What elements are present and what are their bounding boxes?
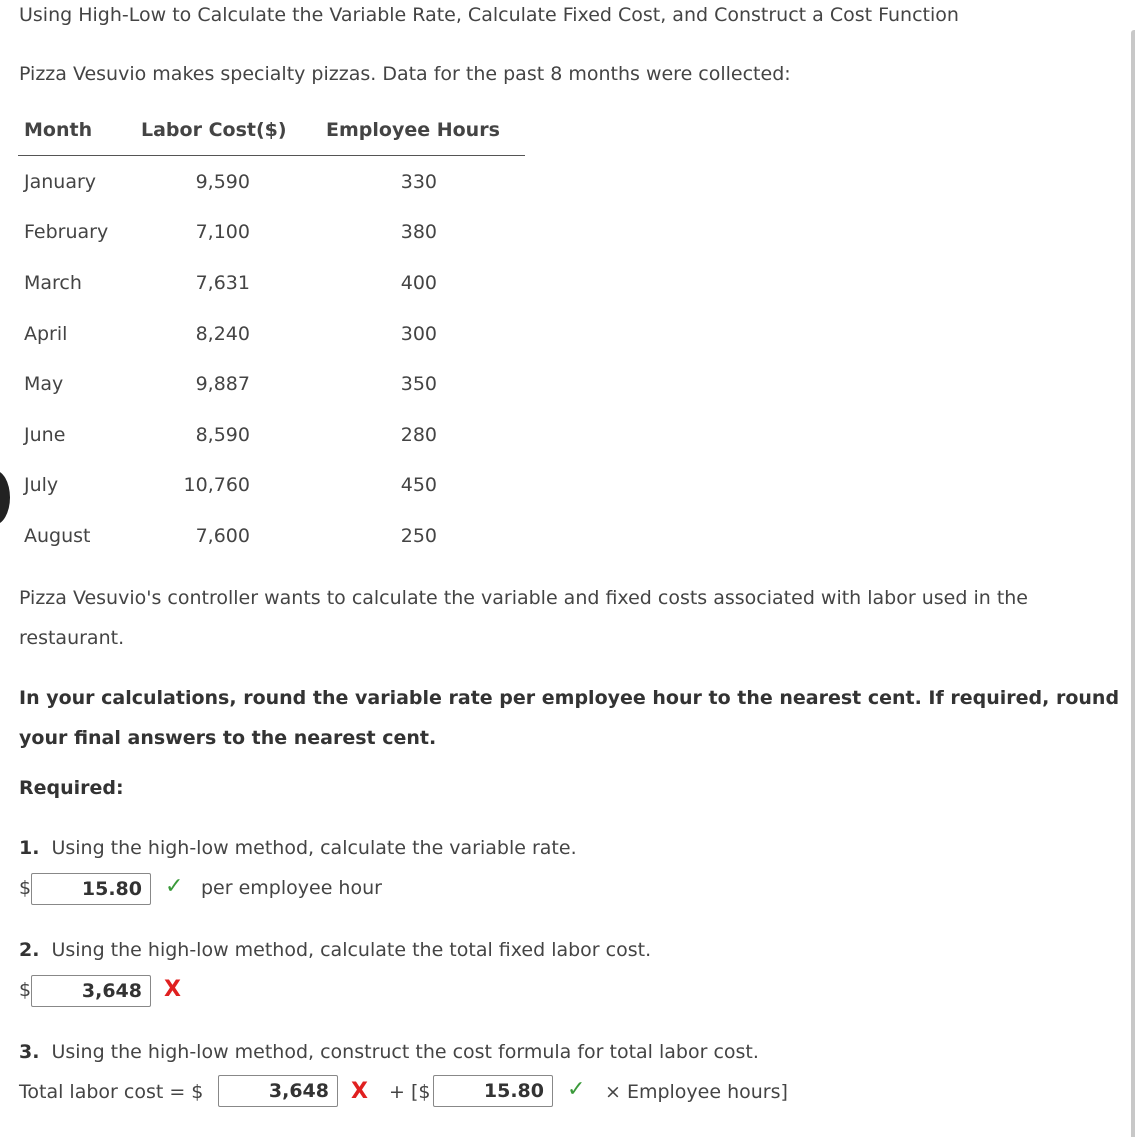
- cost-cell: 7,631: [195, 272, 250, 294]
- table-row: [0, 171, 540, 221]
- rounding-instructions: In your calculations, round the variable rate per employee hour to the nearest cent. If required, round your final answers to the nearest cent.: [19, 687, 1120, 749]
- question-2-text: Using the high-low method, calculate the total fixed labor cost.: [51, 939, 652, 961]
- table-row: [0, 525, 540, 575]
- q1-currency: $: [19, 877, 32, 899]
- incorrect-x-icon: X: [351, 1079, 368, 1104]
- month-cell: August: [24, 525, 91, 547]
- hours-cell: 300: [400, 323, 437, 345]
- month-cell: April: [24, 323, 68, 345]
- question-2: [19, 939, 651, 961]
- correct-check-icon: ✓: [567, 1077, 586, 1102]
- cost-cell: 9,590: [195, 171, 250, 193]
- formula-rate-input[interactable]: 15.80: [433, 1075, 553, 1107]
- table-row: [0, 272, 540, 322]
- question-1-text: Using the high-low method, calculate the variable rate.: [51, 837, 577, 859]
- question-2-number: 2.: [19, 939, 40, 961]
- q1-suffix: per employee hour: [201, 877, 382, 899]
- table-row: [0, 424, 540, 474]
- controller-paragraph: Pizza Vesuvio's controller wants to calculate the variable and fixed costs associated with labor used in the restaurant.: [19, 587, 1028, 649]
- employee-hours-tail: × Employee hours]: [605, 1081, 788, 1103]
- q2-currency: $: [19, 979, 32, 1001]
- incorrect-x-icon: X: [164, 977, 181, 1002]
- correct-check-icon: ✓: [165, 874, 184, 899]
- hours-cell: 450: [400, 474, 437, 496]
- month-cell: January: [24, 171, 97, 193]
- question-1-number: 1.: [19, 837, 40, 859]
- hours-cell: 350: [400, 373, 437, 395]
- total-labor-cost-label: Total labor cost = $: [19, 1081, 204, 1103]
- header-month: Month: [24, 119, 93, 141]
- page-title: Using High-Low to Calculate the Variable Rate, Calculate Fixed Cost, and Construct a Cost Function: [19, 4, 959, 26]
- cost-cell: 10,760: [183, 474, 250, 496]
- variable-rate-input[interactable]: 15.80: [31, 873, 151, 905]
- header-rule: [18, 155, 525, 156]
- cost-cell: 8,590: [195, 424, 250, 446]
- cost-cell: 7,600: [195, 525, 250, 547]
- fixed-cost-input[interactable]: 3,648: [31, 975, 151, 1007]
- question-1: [19, 837, 577, 859]
- plus-bracket: + [$: [389, 1081, 431, 1103]
- table-row: [0, 323, 540, 373]
- scrollbar[interactable]: [1131, 30, 1135, 1137]
- cost-cell: 8,240: [195, 323, 250, 345]
- formula-fixed-input[interactable]: 3,648: [218, 1075, 338, 1107]
- month-cell: July: [24, 474, 59, 496]
- required-label: Required:: [19, 777, 124, 799]
- hours-cell: 330: [400, 171, 437, 193]
- header-employee-hours: Employee Hours: [326, 119, 500, 141]
- month-cell: May: [24, 373, 64, 395]
- hours-cell: 250: [400, 525, 437, 547]
- month-cell: February: [24, 221, 109, 243]
- table-row: [0, 221, 540, 271]
- cost-cell: 7,100: [195, 221, 250, 243]
- question-3-number: 3.: [19, 1041, 40, 1063]
- cost-cell: 9,887: [195, 373, 250, 395]
- hours-cell: 280: [400, 424, 437, 446]
- question-3: [19, 1041, 759, 1063]
- header-labor-cost: Labor Cost($): [141, 119, 287, 141]
- month-cell: June: [24, 424, 66, 446]
- intro-text: Pizza Vesuvio makes specialty pizzas. Data for the past 8 months were collected:: [19, 63, 791, 85]
- month-cell: March: [24, 272, 82, 294]
- question-3-text: Using the high-low method, construct the cost formula for total labor cost.: [51, 1041, 759, 1063]
- table-row: [0, 373, 540, 423]
- hours-cell: 400: [400, 272, 437, 294]
- table-row: [0, 474, 540, 524]
- hours-cell: 380: [400, 221, 437, 243]
